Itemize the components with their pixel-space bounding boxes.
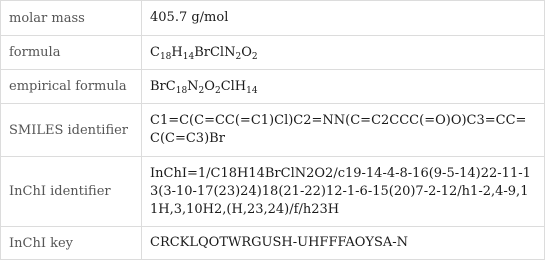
table-row-inchi-key (1, 227, 545, 260)
table-row-smiles (1, 104, 545, 157)
formula-value: $C_{18}H_{14}BrClN_2O_2$ (142, 36, 545, 70)
row-label: InChI key (1, 227, 142, 260)
row-label: SMILES identifier (1, 104, 142, 157)
row-label: formula (1, 36, 142, 70)
inchi-key-value: CRCKLQOTWRGUSH-UHFFFAOYSA-N (142, 227, 545, 260)
inchi-value: InChI=1/C18H14BrClN2O2/c19-14-4-8-16(9-5-14)22-11-13(3-10-17(23)24)18(21-22)12-1-6-15(20)7-2-12/h1-2,4-9,11H,3,10H2,(H,23,24)/f/h23H (142, 157, 545, 227)
row-label: InChI identifier (1, 157, 142, 227)
table-row-molar-mass (1, 1, 545, 36)
row-label: molar mass (1, 1, 142, 36)
smiles-value: C1=C(C=CC(=C1)Cl)C2=NN(C=C2CCC(=O)O)C3=CC=C(C=C3)Br (142, 104, 545, 157)
table-row-formula (1, 36, 545, 70)
table-row-empirical-formula (1, 70, 545, 104)
table-row-inchi (1, 157, 545, 227)
empirical-formula-value: $BrC_{18}N_2O_2ClH_{14}$ (142, 70, 545, 104)
row-label: empirical formula (1, 70, 142, 104)
molar-mass-value: 405.7 g/mol (142, 1, 545, 36)
